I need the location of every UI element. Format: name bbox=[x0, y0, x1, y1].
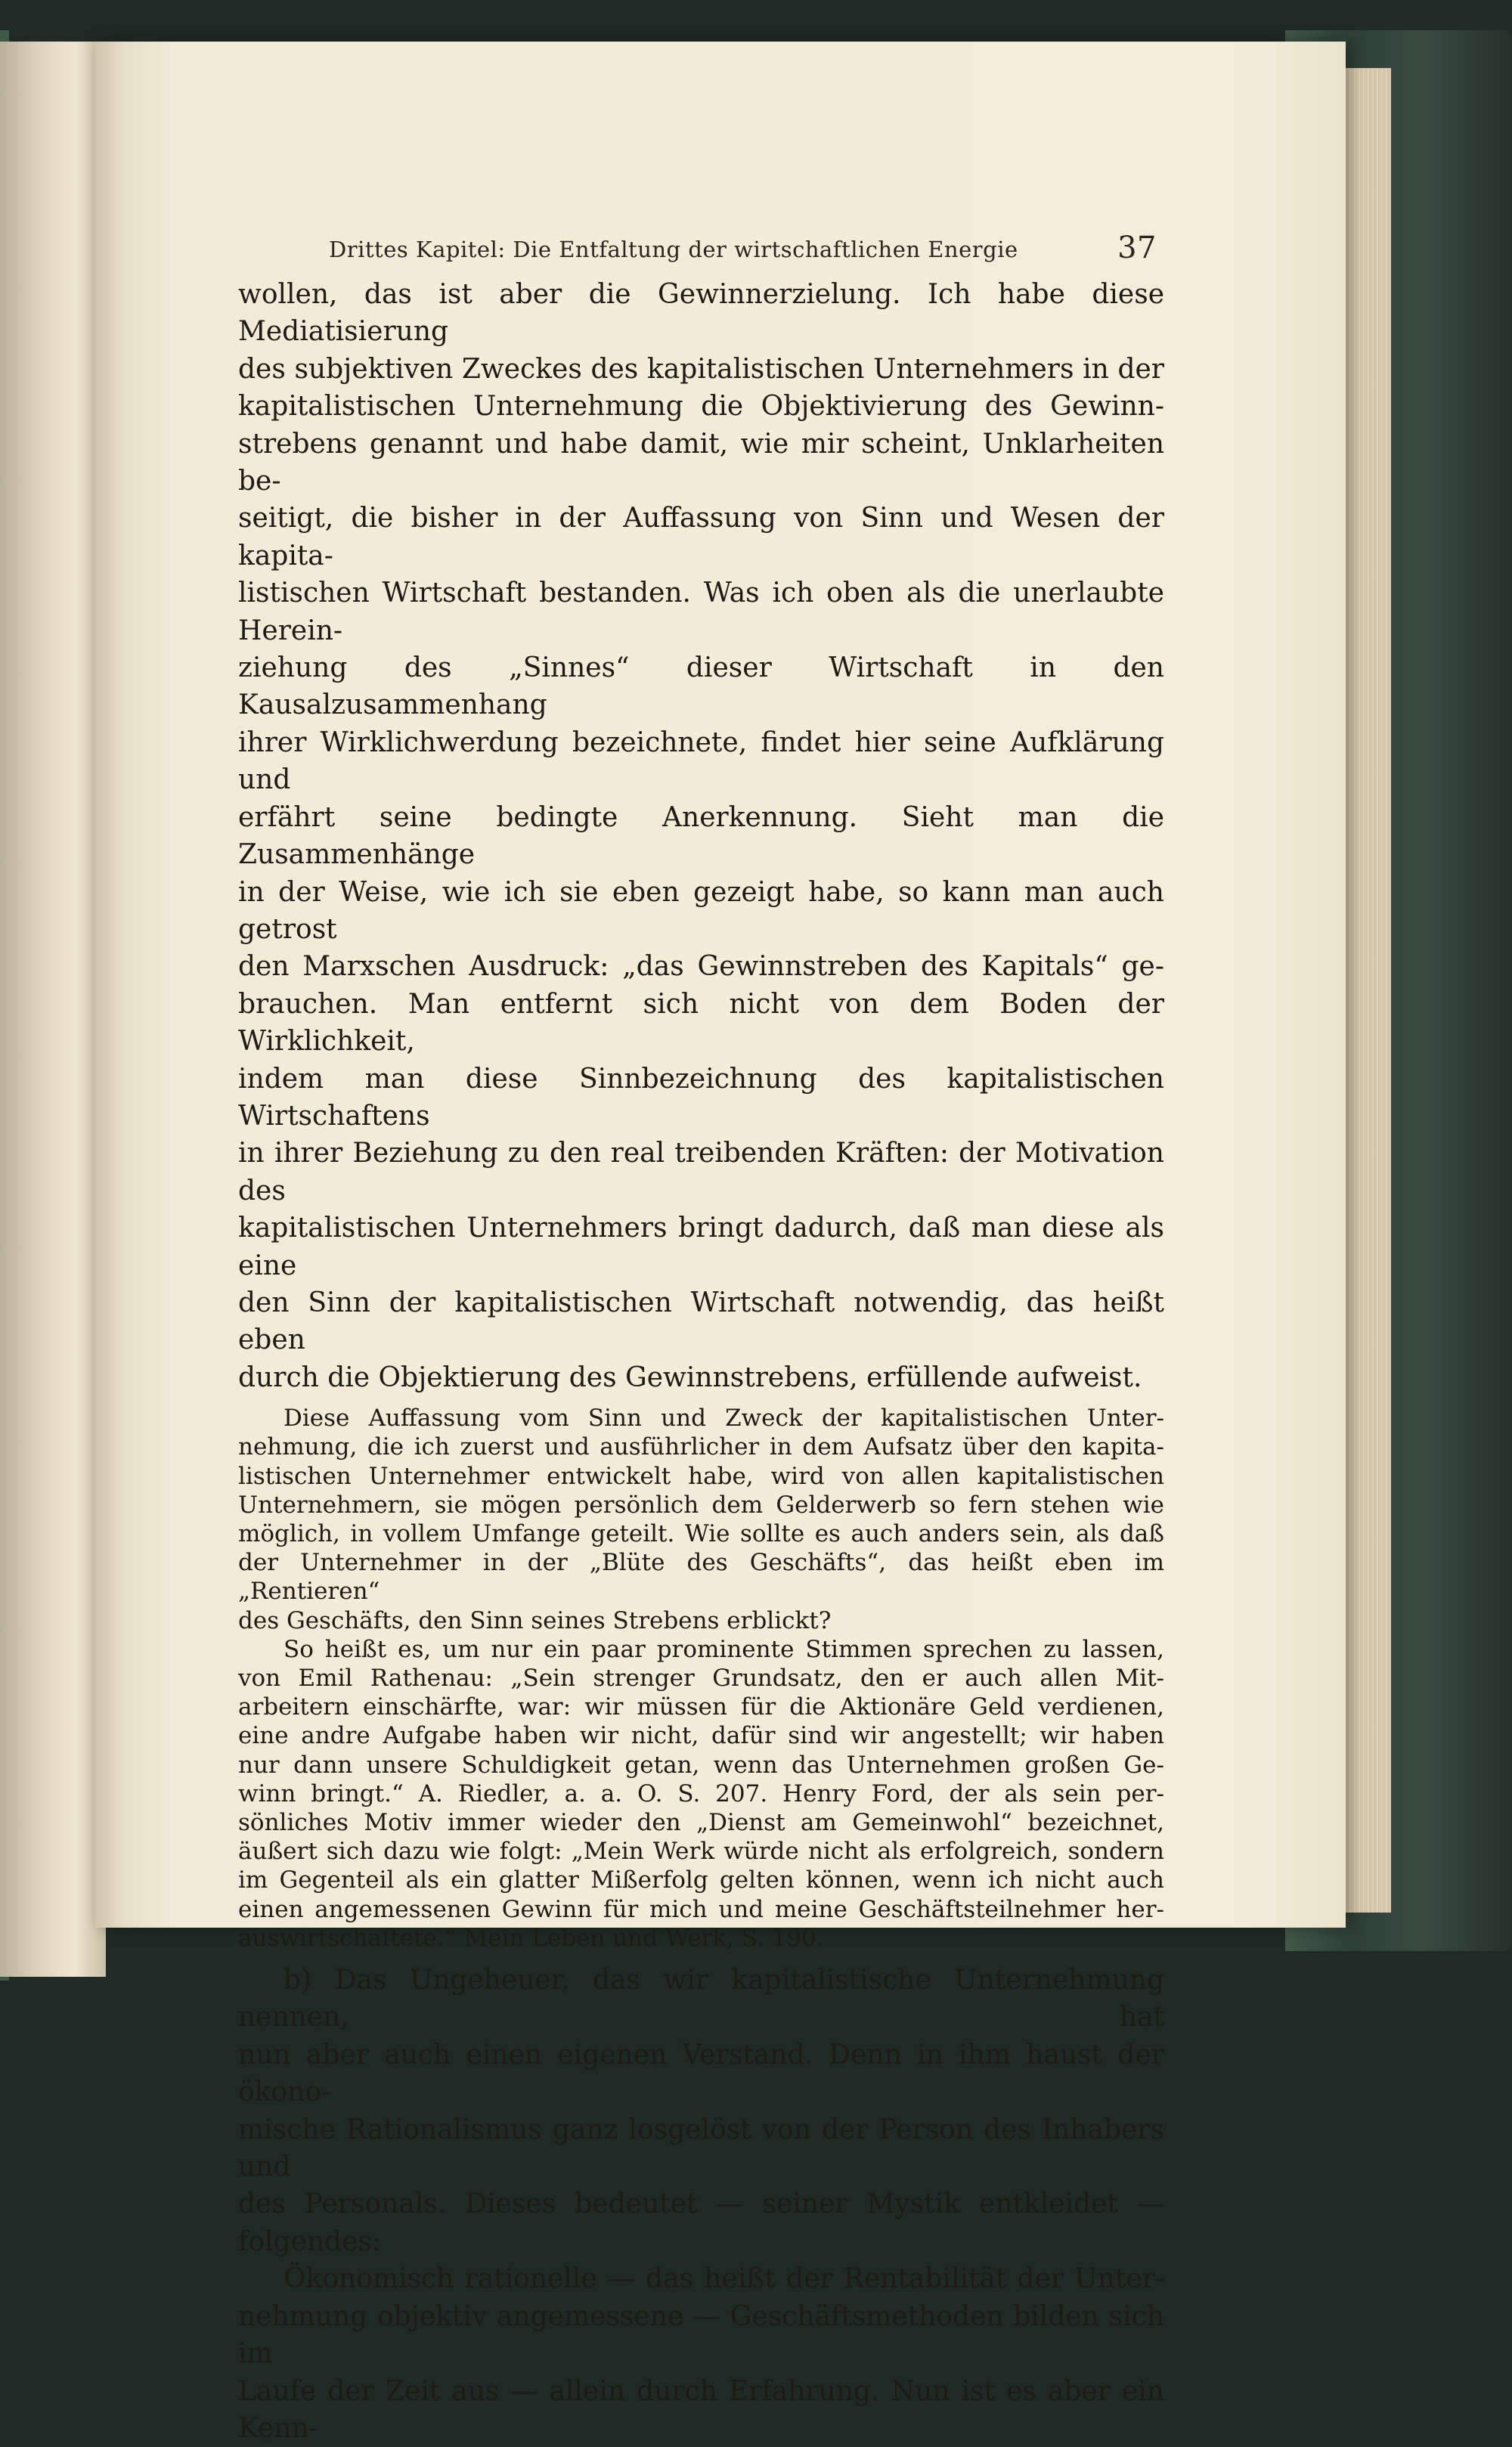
note-paragraph-2 bbox=[238, 1635, 1164, 1953]
text-line: in der Weise, wie ich sie eben gezeigt habe, so kann man auch getrost bbox=[238, 876, 1164, 945]
text-line: erfährt seine bedingte Anerkennung. Sieht man die Zusammenhänge bbox=[238, 801, 1164, 871]
note-line: auswirtschaftete.“ Mein Leben und Werk, S. 190. bbox=[238, 1924, 824, 1952]
note-line: von Emil Rathenau: „Sein strenger Grundsatz, den er auch allen Mit- bbox=[238, 1665, 1164, 1693]
note-line: eine andre Aufgabe haben wir nicht, dafür sind wir angestellt; wir haben bbox=[238, 1722, 1164, 1750]
note-line: winn bringt.“ A. Riedler, a. a. O. S. 207. Henry Ford, der als sein per- bbox=[238, 1779, 1164, 1807]
text-line: in ihrer Beziehung zu den real treibenden Kräften: der Motivation des bbox=[238, 1138, 1164, 1206]
text-line: kapitalistischen Unternehmung die Objektivierung des Gewinn- bbox=[238, 391, 1164, 423]
left-page-edge bbox=[0, 42, 106, 1977]
text-line: den Sinn der kapitalistischen Wirtschaft notwendig, das heißt eben bbox=[238, 1287, 1164, 1356]
text-line: Laufe der Zeit aus — allein durch Erfahrung. Nun ist es aber ein Kenn- bbox=[238, 2375, 1164, 2444]
text-line: indem man diese Sinnbezeichnung des kapitalistischen Wirtschaftens bbox=[238, 1063, 1164, 1132]
chapter-title: Drittes Kapitel: Die Entfaltung der wirtschaftlichen Energie bbox=[329, 237, 1018, 262]
note-line: der Unternehmer in der „Blüte des Geschäfts“, das heißt eben im „Rentieren“ bbox=[238, 1549, 1164, 1606]
text-line: des Personals. Dieses bedeutet — seiner Mystik entkleidet — folgendes: bbox=[238, 2188, 1164, 2257]
text-line: strebens genannt und habe damit, wie mir scheint, Unklarheiten be- bbox=[238, 428, 1164, 497]
text-line: ziehung des „Sinnes“ dieser Wirtschaft in den Kausalzusammenhang bbox=[238, 652, 1164, 721]
section-b-paragraph bbox=[238, 1962, 1164, 2260]
note-line: sönliches Motiv immer wieder den „Dienst am Gemeinwohl“ bezeichnet, bbox=[238, 1809, 1164, 1837]
note-line: listischen Unternehmer entwickelt habe, wird von allen kapitalistischen bbox=[238, 1462, 1164, 1490]
text-line: des subjektiven Zweckes des kapitalistischen Unternehmers in der bbox=[238, 353, 1164, 385]
note-line: So heißt es, um nur ein paar prominente Stimmen sprechen zu lassen, bbox=[284, 1635, 1164, 1663]
note-line: nehmung, die ich zuerst und ausführlicher in dem Aufsatz über den kapita- bbox=[238, 1433, 1164, 1461]
note-line: einen angemessenen Gewinn für mich und meine Geschäftsteilnehmer her- bbox=[238, 1895, 1164, 1923]
note-line: Diese Auffassung vom Sinn und Zweck der kapitalistischen Unter- bbox=[284, 1405, 1164, 1433]
text-line: b) Das Ungeheuer, das wir kapitalistische Unternehmung nennen, hat bbox=[238, 1965, 1164, 2033]
text-line: nun aber auch einen eigenen Verstand. Denn in ihm haust der ökono- bbox=[238, 2039, 1164, 2108]
text-line: listischen Wirtschaft bestanden. Was ich oben als die unerlaubte Herein- bbox=[238, 578, 1164, 646]
note-line: möglich, in vollem Umfange geteilt. Wie sollte es auch anders sein, als daß bbox=[238, 1520, 1164, 1547]
text-line: den Marxschen Ausdruck: „das Gewinnstreben des Kapitals“ ge- bbox=[238, 951, 1164, 983]
text-line: brauchen. Man entfernt sich nicht von dem Boden der Wirklichkeit, bbox=[238, 988, 1164, 1058]
main-paragraph bbox=[238, 276, 1164, 1396]
text-line: wollen, das ist aber die Gewinnerzielung. Ich habe diese Mediatisierung bbox=[238, 279, 1164, 348]
note-line: Unternehmern, sie mögen persönlich dem Gelderwerb so fern stehen wie bbox=[238, 1491, 1164, 1519]
page-number: 37 bbox=[1117, 231, 1157, 265]
note-paragraph-1 bbox=[238, 1404, 1164, 1635]
note-line: arbeitern einschärfte, war: wir müssen für die Aktionäre Geld verdienen, bbox=[238, 1693, 1164, 1721]
text-block bbox=[238, 231, 1164, 2447]
note-line: im Gegenteil als ein glatter Mißerfolg gelten können, wenn ich nicht auch bbox=[238, 1866, 1164, 1894]
text-line: kapitalistischen Unternehmers bringt dadurch, daß man diese als eine bbox=[238, 1213, 1164, 1281]
book-page bbox=[94, 42, 1346, 2444]
text-line: ihrer Wirklichwerdung bezeichnete, findet hier seine Aufklärung und bbox=[238, 726, 1164, 796]
text-line: seitigt, die bisher in der Auffassung von Sinn und Wesen der kapita- bbox=[238, 503, 1164, 571]
text-line: Ökonomisch rationelle — das heißt der Rentabilität der Unter- bbox=[284, 2263, 1164, 2295]
note-line: des Geschäfts, den Sinn seines Strebens erblickt? bbox=[238, 1606, 832, 1634]
running-head bbox=[238, 231, 1164, 276]
text-line: nehmung objektiv angemessene — Geschäftsmethoden bilden sich im bbox=[238, 2300, 1164, 2370]
text-line: durch die Objektierung des Gewinnstrebens, erfüllende aufweist. bbox=[238, 1361, 1142, 1393]
note-line: äußert sich dazu wie folgt: „Mein Werk würde nicht als erfolgreich, sondern bbox=[238, 1838, 1164, 1866]
note-line: nur dann unsere Schuldigkeit getan, wenn das Unternehmen großen Ge- bbox=[238, 1751, 1164, 1779]
text-line: mische Rationalismus ganz losgelöst von der Person des Inhabers und bbox=[238, 2114, 1164, 2183]
section-c-paragraph bbox=[238, 2260, 1164, 2447]
